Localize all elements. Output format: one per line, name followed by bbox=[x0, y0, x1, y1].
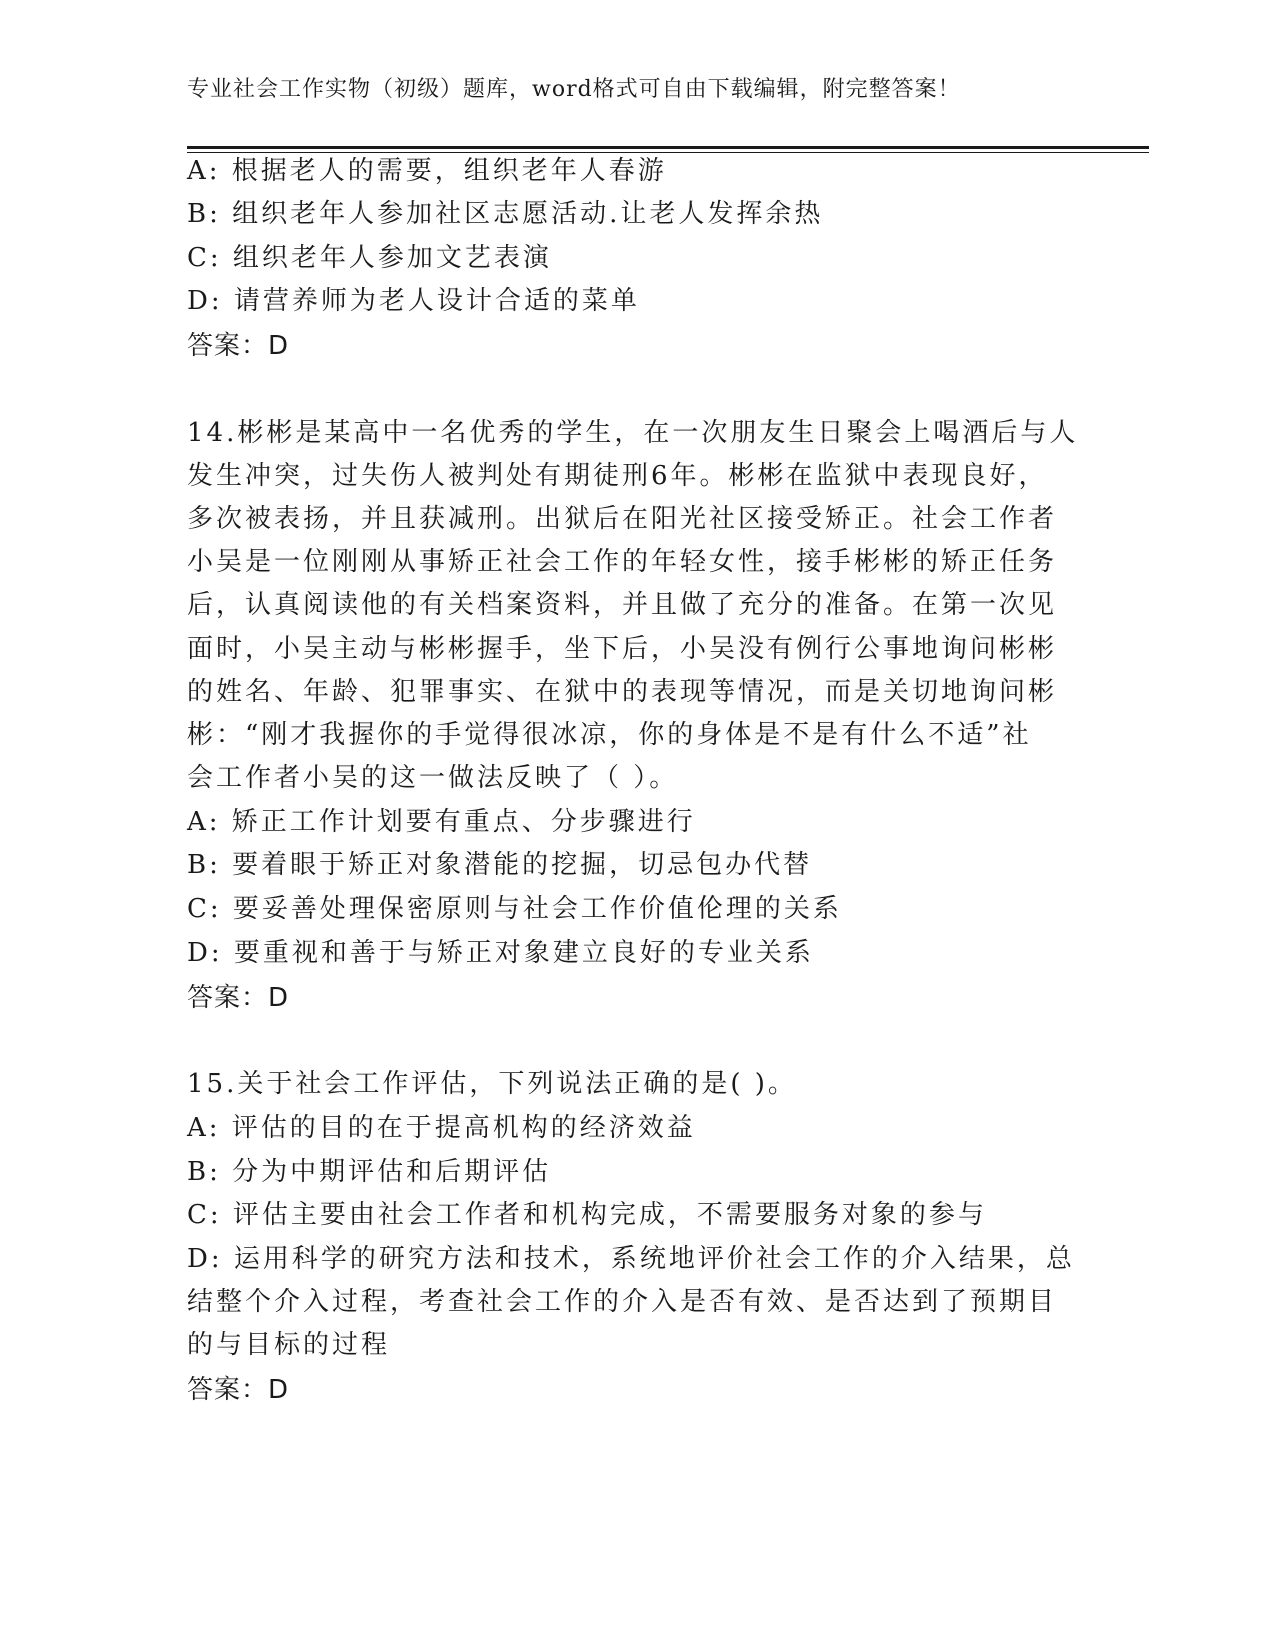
page-header: 专业社会工作实物（初级）题库，word格式可自由下载编辑，附完整答案！ bbox=[187, 77, 961, 102]
q14-stem-line: 14.彬彬是某高中一名优秀的学生，在一次朋友生日聚会上喝酒后与人 bbox=[187, 418, 1079, 448]
q14-option-c: C: 要妥善处理保密原则与社会工作价值伦理的关系 bbox=[187, 894, 842, 924]
q14-stem-line: 多次被表扬，并且获减刑。出狱后在阳光社区接受矫正。社会工作者 bbox=[187, 504, 1058, 534]
q14-stem-line: 发生冲突，过失伤人被判处有期徒刑6年。彬彬在监狱中表现良好， bbox=[187, 461, 1048, 491]
q13-answer: 答案：D bbox=[187, 331, 290, 361]
q13-option-a: A: 根据老人的需要，组织老年人春游 bbox=[187, 156, 667, 186]
q14-answer: 答案：D bbox=[187, 983, 290, 1013]
q15-option-b: B: 分为中期评估和后期评估 bbox=[187, 1157, 552, 1187]
q15-answer: 答案：D bbox=[187, 1375, 290, 1405]
q14-option-a: A: 矫正工作计划要有重点、分步骤进行 bbox=[187, 807, 696, 837]
q14-stem-line: 的姓名、年龄、犯罪事实、在狱中的表现等情况，而是关切地询问彬 bbox=[187, 677, 1058, 707]
q15-option-d-continued: 的与目标的过程 bbox=[187, 1330, 391, 1360]
q15-stem-line: 15.关于社会工作评估，下列说法正确的是( )。 bbox=[187, 1069, 797, 1099]
q15-option-d: D: 运用科学的研究方法和技术，系统地评价社会工作的介入结果，总 bbox=[187, 1244, 1075, 1274]
q14-option-d: D: 要重视和善于与矫正对象建立良好的专业关系 bbox=[187, 938, 814, 968]
header-rule-thin bbox=[187, 152, 1149, 153]
q14-stem-line: 后，认真阅读他的有关档案资料，并且做了充分的准备。在第一次见 bbox=[187, 590, 1058, 620]
q14-option-b: B: 要着眼于矫正对象潜能的挖掘，切忌包办代替 bbox=[187, 850, 813, 880]
header-rule-thick bbox=[187, 146, 1149, 149]
q13-option-c: C: 组织老年人参加文艺表演 bbox=[187, 243, 552, 273]
q14-stem-line: 会工作者小吴的这一做法反映了（ ）。 bbox=[187, 763, 679, 793]
q15-option-a: A: 评估的目的在于提高机构的经济效益 bbox=[187, 1113, 696, 1143]
q14-stem-line: 小吴是一位刚刚从事矫正社会工作的年轻女性，接手彬彬的矫正任务 bbox=[187, 547, 1058, 577]
q15-option-d-continued: 结整个介入过程，考查社会工作的介入是否有效、是否达到了预期目 bbox=[187, 1287, 1058, 1317]
q13-option-b: B: 组织老年人参加社区志愿活动.让老人发挥余热 bbox=[187, 199, 824, 229]
q14-stem-line: 面时，小吴主动与彬彬握手，坐下后，小吴没有例行公事地询问彬彬 bbox=[187, 634, 1058, 664]
q13-option-d: D: 请营养师为老人设计合适的菜单 bbox=[187, 286, 640, 316]
q14-stem-line: 彬：“刚才我握你的手觉得很冰凉，你的身体是不是有什么不适”社 bbox=[187, 720, 1032, 750]
q15-option-c: C: 评估主要由社会工作者和机构完成，不需要服务对象的参与 bbox=[187, 1200, 987, 1230]
